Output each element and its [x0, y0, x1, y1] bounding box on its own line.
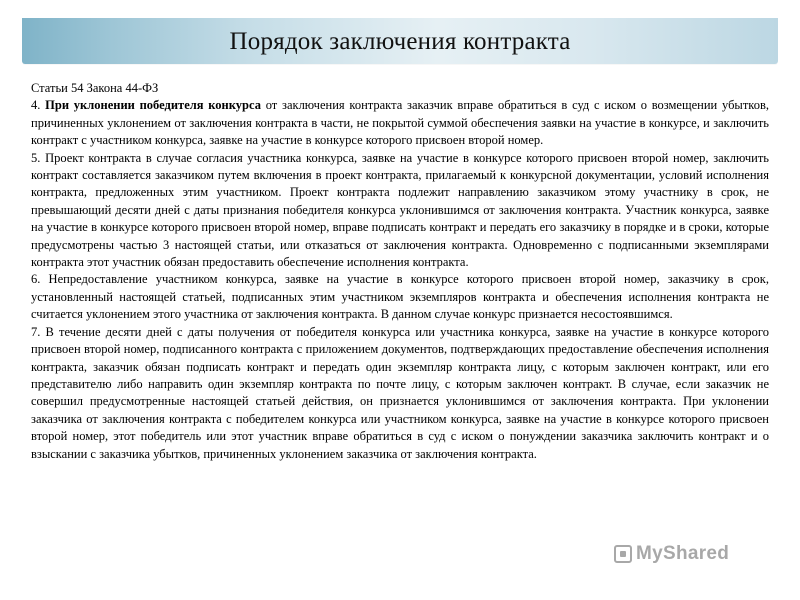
paragraph-6: 6. Непредоставление участником конкурса, заявке на участие в конкурсе которого присвоен второй номер, заказчику в срок, установленный настоящей статьей, подписанных этим участником экземпляров контракта и обеспечения исполнения контракта не считается уклонением этого участника от заключения контракта. В данном случае конкурс признается несостоявшимся. — [31, 272, 769, 322]
watermark-text: MyShared — [636, 543, 730, 564]
watermark — [614, 542, 729, 566]
paragraph-4-text: от заключения контракта заказчик вправе обратиться в суд с иском о возмещении убытков, причиненных уклонением от заключения контракта в части, не покрытой суммой обеспечения заявки на участие в конкурсе, и заключить контракт с участником конкурса, заявке на участие в конкурсе которого присвоен второй номер. — [31, 98, 770, 148]
paragraph-4 — [31, 97, 769, 149]
paragraph-5: 5. Проект контракта в случае согласия участника конкурса, заявке на участие в конкурсе которого присвоен второй номер, заключить контракт составляется заказчиком путем включения в проект контракта, прилагаемый к конкурсной документации, условий исполнения контракта, предложенных этим участником. Проект контракта подлежит направлению заказчиком этому участнику в срок, не превышающий десяти дней с даты признания победителя конкурса уклонившимся от заключения контракта. Участник конкурса, заявке на участие в конкурсе которого присвоен второй номер, вправе подписать контракт и передать его заказчику в порядке и в сроки, которые предусмотрены частью 3 настоящей статьи, или отказаться от заключения контракта. Одновременно с подписанными экземплярами контракта этот участник обязан предоставить обеспечение исполнения контракта. — [31, 150, 769, 270]
page-title: Порядок заключения контракта — [229, 28, 571, 55]
paragraph-4-bold-lead: При уклонении победителя конкурса — [45, 98, 261, 113]
law-reference: Статьи 54 Закона 44-ФЗ — [31, 81, 159, 95]
paragraph-4-number: 4. — [31, 98, 46, 113]
paragraph-7: 7. В течение десяти дней с даты получения от победителя конкурса или участника конкурса, заявке на участие в конкурсе которого присвоен второй номер, подписанного контракта с приложением документов, подтверждающих предоставление обеспечения исполнения контракта, заказчик обязан подписать контракт и передать один экземпляр контракта лицу, с которым заключен контракт, или его представителю либо направить один экземпляр контракта по почте лицу, с которым заключен контракт. В случае, если заказчик не совершил предусмотренные настоящей статьей действия, он признается уклонившимся от заключения контракта. При уклонении заказчика от заключения контракта с победителем конкурса или участником конкурса, заявке на участие в конкурсе которого присвоен второй номер, этот победитель или этот участник вправе обратиться в суд с иском о понуждении заказчика заключить контракт и о взыскании с заказчика убытков, причиненных уклонением заказчика от заключения контракта. — [31, 324, 769, 461]
myshared-logo-icon — [614, 545, 632, 563]
document-body — [31, 80, 769, 463]
